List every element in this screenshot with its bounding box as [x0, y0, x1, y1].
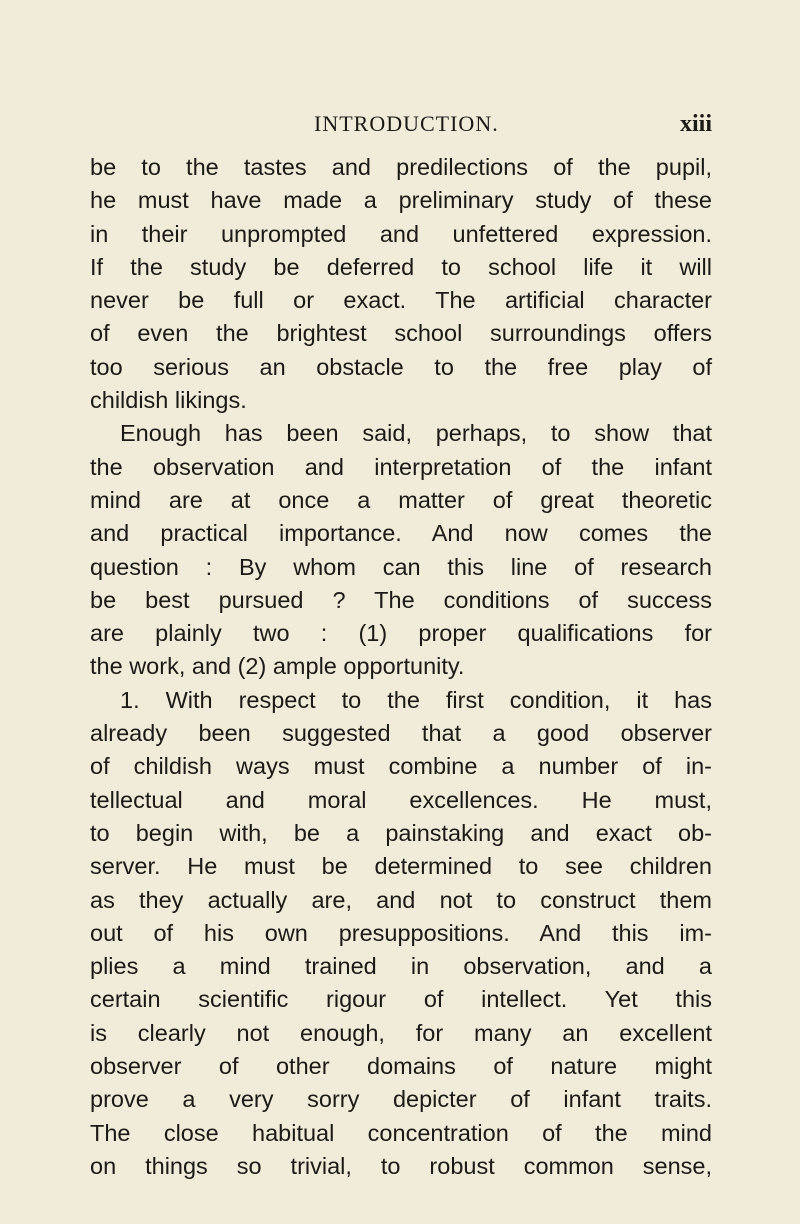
running-head: INTRODUCTION. — [314, 111, 499, 136]
text-line: on things so trivial, to robust common sense, — [90, 1152, 712, 1179]
text-line: the work, and (2) ample opportunity. — [90, 653, 465, 680]
text-line: is clearly not enough, for many an excellent — [90, 1019, 712, 1046]
text-line: never be full or exact. The artificial character — [90, 287, 712, 314]
text-line: are plainly two : (1) proper qualifications for — [90, 620, 712, 647]
text-line: in their unprompted and unfettered expression. — [90, 220, 712, 247]
page-header — [90, 111, 712, 141]
text-line: too serious an obstacle to the free play of — [90, 353, 712, 380]
text-line: 1. With respect to the first condition, it has — [120, 686, 712, 713]
text-line: plies a mind trained in observation, and a — [90, 953, 712, 980]
text-line: childish likings. — [90, 387, 247, 414]
text-line: observer of other domains of nature might — [90, 1053, 712, 1080]
text-line: Enough has been said, perhaps, to show that — [120, 420, 712, 447]
body-text — [90, 151, 712, 1183]
page-number: xiii — [679, 111, 712, 137]
text-line: prove a very sorry depicter of infant traits. — [90, 1086, 712, 1113]
text-line: tellectual and moral excellences. He must, — [90, 786, 712, 813]
text-line: of even the brightest school surroundings offers — [90, 320, 712, 347]
text-line: question : By whom can this line of research — [90, 553, 712, 580]
text-line: be best pursued ? The conditions of success — [90, 586, 712, 613]
text-line: certain scientific rigour of intellect. Yet this — [90, 986, 712, 1013]
text-line: out of his own presuppositions. And this im- — [90, 919, 712, 946]
text-line: the observation and interpretation of the infant — [90, 453, 712, 480]
text-line: he must have made a preliminary study of these — [90, 187, 712, 214]
text-line: already been suggested that a good observer — [90, 720, 712, 747]
text-line: be to the tastes and predilections of the pupil, — [90, 154, 712, 180]
text-line: mind are at once a matter of great theoretic — [90, 486, 712, 513]
text-line: of childish ways must combine a number of in- — [90, 753, 712, 780]
text-line: to begin with, be a painstaking and exact ob- — [90, 819, 712, 846]
text-line: server. He must be determined to see children — [90, 853, 712, 880]
text-line: If the study be deferred to school life it will — [90, 253, 712, 280]
text-line: The close habitual concentration of the mind — [90, 1119, 712, 1146]
text-line: as they actually are, and not to construct them — [90, 886, 712, 913]
text-line: and practical importance. And now comes the — [90, 520, 712, 547]
